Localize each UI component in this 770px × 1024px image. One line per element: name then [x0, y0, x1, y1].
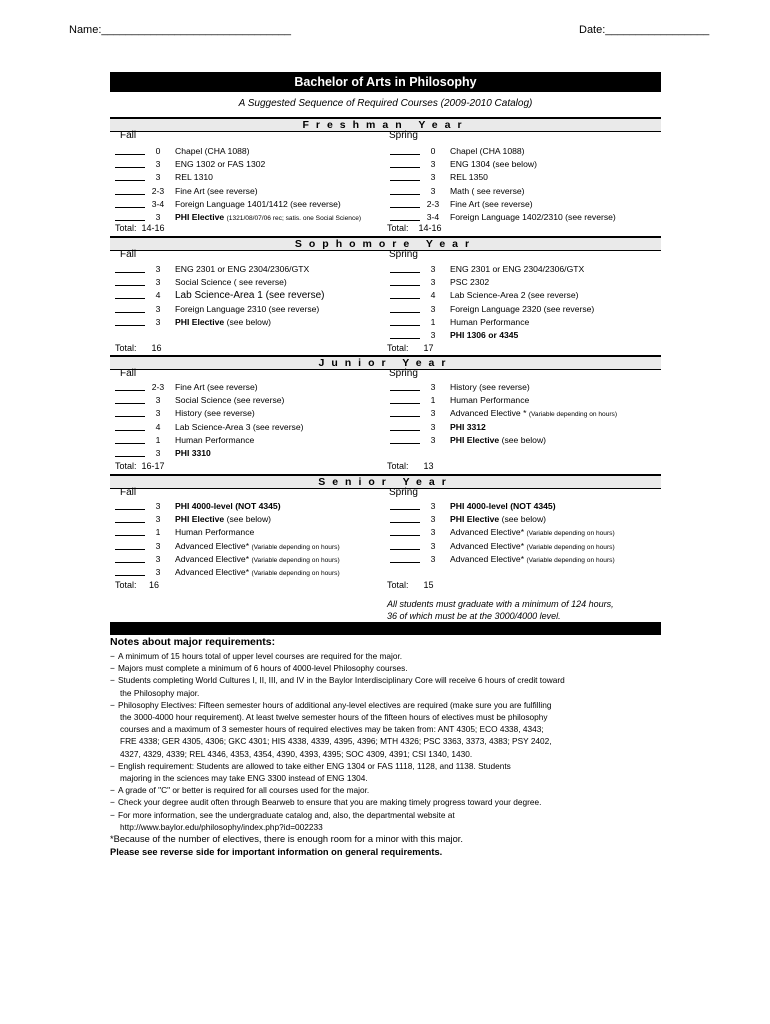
note-line: http://www.baylor.edu/philosophy/index.php?id=002233: [120, 821, 323, 832]
divider-bar: [110, 622, 661, 635]
course-title: Human Performance: [450, 395, 530, 406]
completion-blank[interactable]: [390, 185, 420, 195]
course-name: [175, 407, 255, 420]
completion-blank[interactable]: [115, 434, 145, 444]
course-name: [175, 145, 250, 158]
course-title: PHI 1306 or 4345: [450, 330, 519, 340]
completion-blank[interactable]: [390, 394, 420, 404]
completion-blank[interactable]: [115, 526, 145, 536]
completion-blank[interactable]: [390, 540, 420, 550]
course-title: PHI 4000-level (NOT 4345): [450, 501, 556, 511]
course-name: [450, 145, 525, 158]
completion-blank[interactable]: [115, 540, 145, 550]
spring-total: Total: 13: [387, 461, 434, 471]
completion-blank[interactable]: [115, 316, 145, 326]
note-line: − Check your degree audit often through Bearweb to ensure that you are making timely progress toward your degree.: [118, 797, 542, 808]
completion-blank[interactable]: [115, 303, 145, 313]
course-hours: 3: [155, 212, 161, 222]
course-hours: 3: [155, 501, 161, 511]
course-name: [450, 198, 533, 211]
course-hours: 3: [155, 553, 161, 564]
note-line: − Students completing World Cultures I, II, III, and IV in the Baylor Interdisciplinary Core will receive 6 hours of credit toward: [118, 675, 565, 686]
course-name: [450, 316, 529, 329]
date-field[interactable]: Date:_________________: [579, 24, 710, 36]
completion-blank[interactable]: [390, 526, 420, 536]
note-item: [110, 784, 670, 796]
course-hours: 3: [155, 395, 161, 406]
completion-blank[interactable]: [390, 211, 420, 221]
course-title: Fine Art (see reverse): [175, 382, 258, 392]
completion-blank[interactable]: [390, 407, 420, 417]
course-hours: 3: [430, 514, 436, 525]
course-hours: 3: [430, 527, 436, 538]
note-line: − A grade of "C" or better is required for all courses used for the major.: [118, 785, 370, 796]
fall-total: Total: 16: [115, 580, 160, 590]
course-name: [450, 394, 529, 407]
course-name: [450, 500, 556, 513]
completion-blank[interactable]: [390, 329, 420, 339]
course-title: Human Performance: [175, 434, 255, 445]
course-tail: (see below): [224, 316, 272, 327]
completion-blank[interactable]: [115, 381, 145, 391]
year-header-0: Freshman Year: [110, 117, 661, 132]
course-hours: 0: [430, 146, 436, 156]
course-name: [175, 303, 319, 316]
note-item: [110, 662, 670, 674]
course-hours: 3: [155, 408, 161, 419]
course-tail: (see below): [499, 434, 547, 445]
completion-blank[interactable]: [115, 566, 145, 576]
spring-label: Spring: [389, 368, 418, 379]
completion-blank[interactable]: [390, 263, 420, 273]
course-name: [175, 421, 304, 434]
course-hours: 2-3: [426, 198, 440, 209]
course-title: Social Science ( see reverse): [175, 277, 287, 288]
course-title: Foreign Language 1401/1412 (see reverse): [175, 198, 341, 209]
course-hours: 1: [155, 527, 161, 538]
course-name: [450, 540, 615, 554]
course-title: PHI Elective: [175, 316, 225, 327]
fall-total: Total: 16: [115, 343, 162, 353]
completion-blank[interactable]: [115, 289, 145, 299]
course-title: Human Performance: [175, 527, 255, 538]
fall-total: Total: 14-16: [115, 223, 165, 233]
course-name: [175, 211, 361, 225]
course-title: Advanced Elective*: [175, 567, 250, 577]
note-line: the Philosophy major.: [120, 687, 200, 698]
course-title: ENG 2301 or ENG 2304/2306/GTX: [175, 264, 310, 274]
course-hours: 3: [155, 316, 161, 327]
course-title: Foreign Language 2320 (see reverse): [450, 303, 595, 314]
note-item: [110, 760, 670, 784]
completion-blank[interactable]: [115, 513, 145, 523]
course-hours: 2-3: [151, 382, 165, 392]
spring-total: Total: 14-16: [387, 223, 442, 233]
note-line: − A minimum of 15 hours total of upper level courses are required for the major.: [118, 651, 403, 661]
course-title: PHI 3312: [450, 421, 486, 432]
course-title: History (see reverse): [175, 408, 255, 419]
course-title: Foreign Language 1402/2310 (see reverse): [450, 212, 616, 222]
completion-blank[interactable]: [115, 553, 145, 563]
course-name: [450, 211, 616, 224]
note-item: [110, 796, 670, 808]
course-hours: 3: [430, 501, 436, 511]
course-name: [175, 198, 341, 211]
spring-label: Spring: [389, 249, 418, 260]
course-hours: 1: [430, 316, 436, 327]
completion-blank[interactable]: [115, 211, 145, 221]
course-name: [450, 276, 489, 289]
course-title: PHI Elective: [450, 434, 500, 445]
course-name: [175, 289, 325, 302]
course-name: [450, 513, 546, 526]
course-title: Social Science (see reverse): [175, 395, 285, 406]
course-hours: 3: [430, 185, 436, 196]
course-name: [175, 394, 284, 407]
course-name: [175, 540, 340, 554]
year-header-1: Sophomore Year: [110, 236, 661, 251]
spring-total: Total: 17: [387, 343, 434, 353]
course-title: Foreign Language 2310 (see reverse): [175, 303, 320, 314]
course-name: [450, 553, 615, 567]
course-tail: (see below): [224, 514, 272, 525]
course-name: [175, 566, 340, 580]
course-title: ENG 1304 (see below): [450, 159, 537, 170]
course-hours: 3: [155, 540, 161, 551]
course-note: (Variable depending on hours): [251, 556, 340, 564]
course-name: [175, 263, 309, 276]
course-hours: 1: [155, 434, 161, 445]
note-line: − English requirement: Students are allowed to take either ENG 1304 or FAS 1118, 1128, and 1138. Students: [118, 760, 511, 771]
course-title: PHI Elective: [175, 514, 225, 525]
course-hours: 3: [155, 567, 161, 577]
course-hours: 3: [430, 277, 436, 288]
course-note: (Variable depending on hours): [528, 411, 618, 419]
course-name: [450, 381, 530, 394]
course-name: [175, 553, 340, 567]
course-hours: 3: [155, 264, 161, 274]
course-hours: 3: [155, 277, 161, 288]
fall-label: Fall: [120, 130, 137, 141]
completion-blank[interactable]: [115, 276, 145, 286]
course-title: Chapel (CHA 1088): [450, 146, 525, 156]
course-title: PHI Elective: [450, 514, 500, 525]
completion-blank[interactable]: [390, 198, 420, 208]
name-field[interactable]: Name:_______________________________: [69, 24, 292, 36]
completion-blank[interactable]: [390, 171, 420, 181]
completion-blank[interactable]: [390, 553, 420, 563]
note-line: − For more information, see the undergraduate catalog and, also, the departmental website at: [118, 809, 455, 820]
course-name: [450, 289, 579, 302]
course-name: [175, 526, 254, 539]
course-title: Lab Science-Area 3 (see reverse): [175, 421, 304, 432]
course-title: Human Performance: [450, 316, 530, 327]
course-hours: 3: [430, 553, 436, 564]
course-title: Lab Science-Area 2 (see reverse): [450, 290, 579, 301]
completion-blank[interactable]: [115, 158, 145, 168]
completion-blank[interactable]: [115, 447, 145, 457]
course-name: [175, 447, 211, 460]
spring-total: Total: 15: [387, 580, 434, 590]
completion-blank[interactable]: [390, 276, 420, 286]
course-hours: 2-3: [151, 185, 165, 196]
course-name: [175, 158, 265, 171]
note-item: [110, 674, 670, 698]
course-title: Advanced Elective *: [450, 408, 527, 419]
notes-title: Notes about major requirements:: [110, 636, 276, 648]
course-title: Fine Art (see reverse): [450, 198, 533, 209]
course-name: [450, 303, 594, 316]
course-hours: 3: [430, 264, 436, 274]
course-hours: 3: [155, 448, 161, 458]
course-hours: 3: [155, 172, 161, 183]
course-hours: 3: [430, 408, 436, 419]
course-tail: (see below): [499, 514, 547, 525]
completion-blank[interactable]: [390, 289, 420, 299]
course-name: [175, 513, 271, 526]
completion-blank[interactable]: [390, 303, 420, 313]
completion-blank[interactable]: [390, 145, 420, 155]
completion-blank[interactable]: [390, 434, 420, 444]
course-title: PSC 2302: [450, 277, 490, 288]
course-hours: 3: [430, 540, 436, 551]
year-header-2: Junior Year: [110, 355, 661, 370]
note-item: [110, 809, 670, 833]
course-title: PHI 3310: [175, 448, 211, 458]
note-line: − Philosophy Electives: Fifteen semester hours of additional any-level electives are required (make sure you are fulfilling: [118, 699, 552, 710]
completion-blank[interactable]: [115, 198, 145, 208]
course-hours: 3: [155, 514, 161, 525]
completion-blank[interactable]: [390, 316, 420, 326]
course-hours: 3: [430, 382, 436, 392]
course-note: (Variable depending on hours): [251, 570, 340, 577]
graduation-note-line: 36 of which must be at the 3000/4000 level.: [387, 611, 561, 621]
course-name: [450, 526, 615, 540]
course-hours: 1: [430, 395, 436, 406]
course-title: Advanced Elective*: [450, 540, 525, 551]
course-note: (Variable depending on hours): [526, 556, 615, 564]
course-hours: 3: [430, 434, 436, 445]
course-hours: 3-4: [151, 198, 165, 209]
course-name: [175, 316, 271, 329]
note-line: 4327, 4329, 4339; REL 4346, 4353, 4354, 4390, 4393, 4395; SOC 4309, 4391; CSI 1340, 1430.: [120, 748, 473, 759]
course-name: [175, 434, 254, 447]
course-note: (Variable depending on hours): [526, 543, 615, 551]
course-name: [450, 263, 584, 276]
course-title: REL 1350: [450, 172, 488, 183]
course-name: [175, 171, 213, 184]
note-line: FRE 4338; GER 4305, 4306; GKC 4301; HIS 4338, 4339, 4395, 4396; MTH 4326; PSC 3363, 3373, 4383; PSY 2402,: [120, 736, 552, 747]
note-line: the 3000-4000 hour requirement). At least twelve semester hours of the fifteen hours of electives must be philosophy: [120, 712, 548, 723]
course-name: [450, 421, 486, 434]
course-title: Lab Science-Area 1 (see reverse): [175, 290, 325, 302]
completion-blank[interactable]: [115, 185, 145, 195]
course-title: PHI 4000-level (NOT 4345): [175, 501, 281, 511]
course-title: Advanced Elective*: [175, 540, 250, 551]
course-hours: 3: [430, 303, 436, 314]
course-hours: 0: [155, 146, 161, 156]
course-title: Advanced Elective*: [175, 553, 250, 564]
course-title: Advanced Elective*: [450, 553, 525, 564]
note-line: − Majors must complete a minimum of 6 hours of 4000-level Philosophy courses.: [118, 663, 408, 674]
course-title: Fine Art (see reverse): [175, 185, 258, 196]
course-note: (Variable depending on hours): [526, 530, 615, 538]
course-name: [450, 185, 525, 198]
course-name: [450, 171, 488, 184]
fall-label: Fall: [120, 249, 137, 260]
completion-blank[interactable]: [115, 394, 145, 404]
completion-blank[interactable]: [115, 407, 145, 417]
note-item: [110, 699, 670, 760]
completion-blank[interactable]: [390, 158, 420, 168]
course-hours: 4: [155, 421, 161, 432]
graduation-note: [387, 598, 614, 622]
course-hours: 3: [430, 330, 436, 340]
course-name: [175, 185, 258, 198]
note-line: courses and a maximum of 3 semester hours of required electives may be taken from: ANT 4305; ECO 4338, 4343;: [120, 724, 544, 735]
course-title: ENG 2301 or ENG 2304/2306/GTX: [450, 264, 585, 274]
fall-label: Fall: [120, 368, 137, 379]
course-name: [175, 500, 281, 513]
course-hours: 3: [155, 303, 161, 314]
note-item: [110, 650, 670, 662]
fall-label: Fall: [120, 487, 137, 498]
course-name: [175, 381, 258, 394]
completion-blank[interactable]: [115, 500, 145, 510]
course-title: PHI Elective: [175, 212, 225, 222]
course-hours: 4: [155, 290, 161, 301]
course-note: (Variable depending on hours): [251, 543, 340, 551]
course-note: (1321/08/07/06 rec; satis. one Social Science): [226, 215, 362, 222]
graduation-note-line: All students must graduate with a minimum of 124 hours,: [387, 599, 614, 609]
completion-blank[interactable]: [390, 513, 420, 523]
course-title: ENG 1302 or FAS 1302: [175, 159, 266, 170]
completion-blank[interactable]: [115, 421, 145, 431]
completion-blank[interactable]: [390, 421, 420, 431]
course-hours: 3: [430, 172, 436, 183]
fall-total: Total: 16-17: [115, 461, 165, 471]
course-title: REL 1310: [175, 172, 213, 183]
course-hours: 4: [430, 290, 436, 301]
course-name: [450, 158, 537, 171]
course-name: [450, 329, 518, 342]
completion-blank[interactable]: [115, 145, 145, 155]
course-hours: 3-4: [426, 212, 440, 222]
year-header-3: Senior Year: [110, 474, 661, 489]
course-hours: 3: [430, 421, 436, 432]
minor-note: *Because of the number of electives, there is enough room for a minor with this major.: [110, 834, 463, 845]
course-title: History (see reverse): [450, 382, 530, 392]
completion-blank[interactable]: [115, 263, 145, 273]
page-subtitle: A Suggested Sequence of Required Courses (2009-2010 Catalog): [238, 98, 533, 109]
spring-label: Spring: [389, 130, 418, 141]
spring-label: Spring: [389, 487, 418, 498]
completion-blank[interactable]: [390, 500, 420, 510]
completion-blank[interactable]: [390, 381, 420, 391]
course-name: [450, 407, 617, 421]
completion-blank[interactable]: [115, 171, 145, 181]
course-name: [175, 276, 287, 289]
course-title: Advanced Elective*: [450, 527, 525, 538]
page-title: Bachelor of Arts in Philosophy: [110, 72, 661, 92]
course-title: Chapel (CHA 1088): [175, 146, 250, 156]
course-title: Math ( see reverse): [450, 185, 525, 196]
note-line: majoring in the sciences may take ENG 3300 instead of ENG 1304.: [120, 773, 368, 784]
course-name: [450, 434, 546, 447]
course-hours: 3: [430, 159, 436, 170]
course-hours: 3: [155, 159, 161, 170]
notes-list: [110, 650, 670, 859]
reverse-side-note: Please see reverse side for important information on general requirements.: [110, 847, 443, 858]
